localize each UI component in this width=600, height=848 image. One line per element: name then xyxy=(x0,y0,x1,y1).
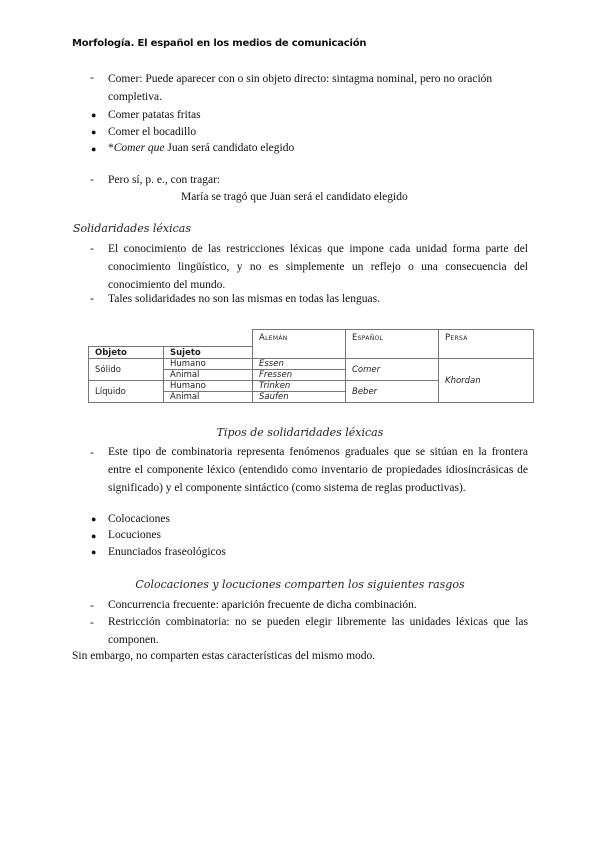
rasgos-line-1: Concurrencia frecuente: aparición frecuente de dicha combinación. xyxy=(108,599,417,611)
comer-que-italic: Comer que xyxy=(113,142,165,154)
comer-line-2: completiva. xyxy=(108,91,162,103)
rasgos-paragraph-2: Restricción combinatoria: no se pueden elegir libremente las unidades léxicas que las componen. xyxy=(108,616,528,646)
comer-que-rest: Juan será candidato elegido xyxy=(164,142,295,154)
bullet-icon: ● xyxy=(91,110,97,120)
solidaridades-line-2: Tales solidaridades no son las mismas en todas las lenguas. xyxy=(108,293,380,305)
bullet-icon: ● xyxy=(91,144,97,154)
list-item: Colocaciones xyxy=(108,513,170,525)
list-item-comer-que xyxy=(108,139,294,157)
dash-marker: - xyxy=(90,617,94,629)
cell-aleman: Essen xyxy=(253,359,346,370)
th-aleman: Alemán xyxy=(253,330,346,347)
list-item: Locuciones xyxy=(108,529,162,541)
bullet-icon: ● xyxy=(91,514,97,524)
th-sujeto: Sujeto xyxy=(164,347,253,359)
dash-marker: - xyxy=(90,447,94,459)
dash-marker: - xyxy=(90,600,94,612)
bullet-icon: ● xyxy=(91,531,97,541)
dash-marker: - xyxy=(90,72,94,84)
section-heading-solidaridades: Solidaridades léxicas xyxy=(73,222,191,235)
cell-beber: Beber xyxy=(346,381,439,403)
cell-sujeto: Humano xyxy=(164,359,253,370)
tragar-example: María se tragó que Juan será el candidato elegido xyxy=(181,191,408,203)
cell-sujeto: Animal xyxy=(164,370,253,381)
comer-line-1: Comer: Puede aparecer con o sin objeto directo: sintagma nominal, pero no oración xyxy=(108,73,493,85)
section-heading-tipos: Tipos de solidaridades léxicas xyxy=(216,426,384,439)
cell-aleman: Fressen xyxy=(253,370,346,381)
cell-liquido: Líquido xyxy=(89,381,164,403)
page-header: Morfología. El español en los medios de comunicación xyxy=(72,38,367,49)
cell-aleman: Trinken xyxy=(253,381,346,392)
cell-sujeto: Animal xyxy=(164,392,253,403)
dash-marker: - xyxy=(90,243,94,255)
list-item: Comer patatas fritas xyxy=(108,109,201,121)
th-espanol: Español xyxy=(346,330,439,347)
dash-marker: - xyxy=(90,293,94,305)
tipos-paragraph: Este tipo de combinatoria representa fenómenos graduales que se sitúan en la frontera entre el componente léxico (entendido como inventario de propiedades idiosincrásicas de significado) y el componente sintáctico (como sistema de reglas productivas). xyxy=(108,446,528,494)
section-heading-rasgos: Colocaciones y locuciones comparten los siguientes rasgos xyxy=(135,578,465,591)
bullet-icon: ● xyxy=(91,127,97,137)
lexical-table xyxy=(88,329,534,403)
cell-aleman: Saufen xyxy=(253,392,346,403)
asterisk: * xyxy=(108,142,114,154)
cell-comer: Comer xyxy=(346,359,439,381)
cell-solido: Sólido xyxy=(89,359,164,381)
tragar-line: Pero sí, p. e., con tragar: xyxy=(108,174,221,186)
cell-sujeto: Humano xyxy=(164,381,253,392)
th-persa: Persa xyxy=(439,330,534,347)
cell-khordan: Khordan xyxy=(439,359,534,403)
dash-marker: - xyxy=(90,174,94,186)
bullet-icon: ● xyxy=(91,547,97,557)
closing-line: Sin embargo, no comparten estas características del mismo modo. xyxy=(72,650,376,662)
solidaridades-paragraph: El conocimiento de las restricciones léxicas que impone cada unidad forma parte del conocimiento lingüístico, y no es simplemente un reflejo o una consecuencia del conocimiento del mundo. xyxy=(108,243,528,291)
list-item: Enunciados fraseológicos xyxy=(108,546,226,558)
th-objeto: Objeto xyxy=(89,347,164,359)
list-item: Comer el bocadillo xyxy=(108,126,197,138)
